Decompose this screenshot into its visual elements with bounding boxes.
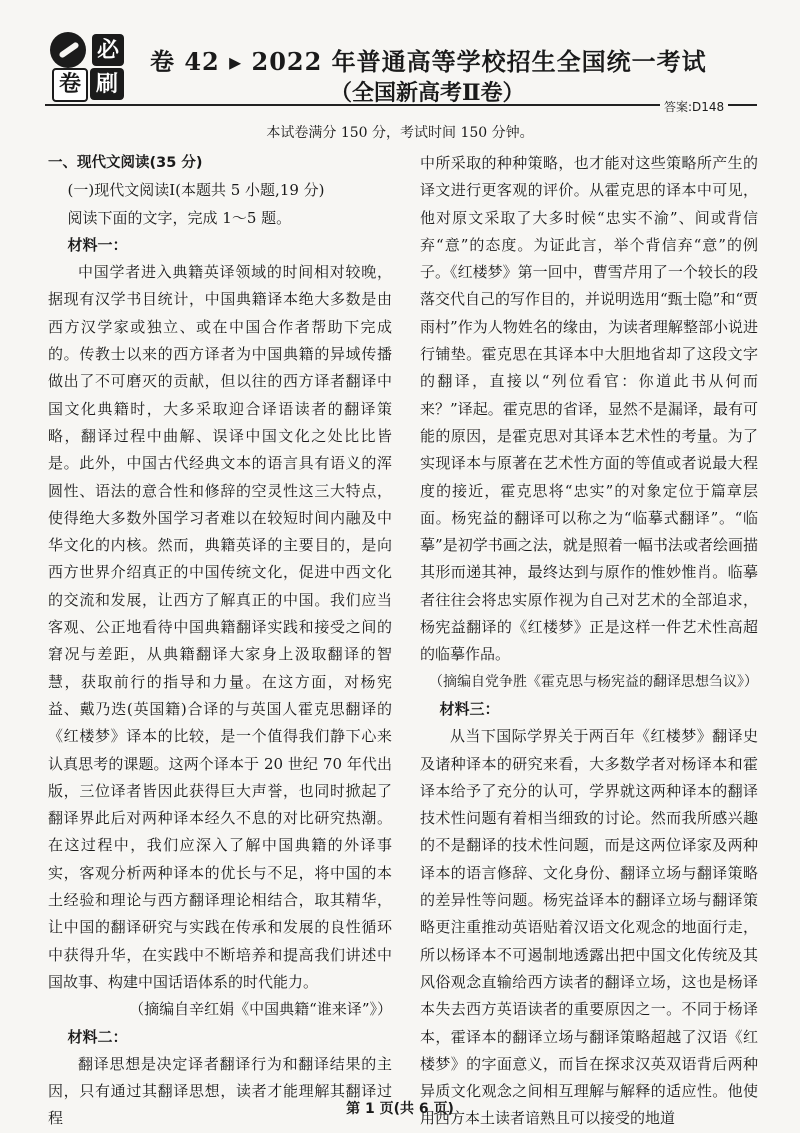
- exam-subtitle: （全国新高考Ⅱ卷）: [330, 80, 525, 106]
- section-heading: 一、现代文阅读(35 分): [48, 155, 203, 171]
- logo-char-bi: 必: [92, 34, 124, 66]
- material2-label: 材料二：: [67, 1027, 128, 1046]
- material3-text: 从当下国际学界关于两百年《红楼梦》翻译史及诸种译本的研究来看，大多数学者对杨译本和霍译本给予了充分的认可，学界就这两种译本的翻译技术性问题有着相当细致的讨论。然而我所感兴趣的不是翻译的技术性问题，而是这两位译家及两种译本的语言修辞、文化身份、翻译立场与翻译策略的差异性等问题。杨宪益译本的翻译立场与翻译策略更注重推动英语贴着汉语文化观念的地面行走，所以杨译本不可遏制地透露出把中国文化传统及其风俗观念直输给西方读者的翻译立场，这也是杨译本失去西方英语读者的重要原因之一。不同于杨译本，霍译本的翻译立场与翻译策略超越了汉语《红楼梦》的字面意义，而旨在探求汉英双语背后两种异质文化观念之间相互理解与解释的适应性。他使用西方本土读者谙熟且可以接受的地道: [420, 727, 758, 1128]
- page-number: 第 1 页(共 6 页): [346, 1101, 454, 1117]
- exam-info: 本试卷满分 150 分，考试时间 150 分钟。: [266, 125, 534, 141]
- material2-source: （摘编自党争胜《霍克思与杨宪益的翻译思想刍议》）: [429, 673, 758, 690]
- logo-char-juan: 卷: [52, 68, 88, 102]
- right-column: [420, 150, 758, 1133]
- exam-title: 卷 42 ▸ 2022 年普通高等学校招生全国统一考试: [150, 47, 707, 76]
- material2-text-start: 翻译思想是决定译者翻译行为和翻译结果的主因，只有通过其翻译思想，读者才能理解其翻译过程: [48, 1054, 392, 1128]
- logo-char-shua: 刷: [90, 68, 124, 100]
- material1-source: （摘编自辛红娟《中国典籍“谁来译”》）: [129, 1000, 392, 1019]
- material2-text-cont: 中所采取的种种策略，也才能对这些策略所产生的译文进行更客观的评价。从霍克思的译本中可见，他对原文采取了大多时候“忠实不渝”、间或背信弃“意”的态度。为证此言，举个背信弃“意”的例子。《红楼梦》第一回中，曹雪芹用了一个较长的段落交代自己的写作目的，并说明选用“甄士隐”和“贾雨村”作为人物姓名的缘由，为读者理解整部小说进行铺垫。霍克思在其译本中大胆地省却了这段文字的翻译，直接以“列位看官：你道此书从何而来？”译起。霍克思的省译，显然不是漏译，最有可能的原因，是霍克思对其译本艺术性的考量。为了实现译本与原著在艺术性方面的等值或者说最大程度的接近，霍克思将“忠实”的对象定位于篇章层面。杨宪益的翻译可以称之为“临摹式翻译”。“临摹”是初学书画之法，就是照着一幅书法或者绘画描其形而递其神，最终达到与原作的惟妙惟肖。临摹者往往会将忠实原作视为自己对艺术的全部追求，杨宪益翻译的《红楼梦》正是这样一件艺术性高超的临摹作品。: [420, 154, 759, 664]
- bishuajuan-logo: [40, 30, 130, 100]
- logo-emblem-icon: [50, 32, 86, 68]
- page-header: [0, 0, 800, 112]
- left-column: [48, 150, 392, 1133]
- instruction: 阅读下面的文字，完成 1～5 题。: [67, 208, 292, 227]
- answer-code: 答案:D148: [660, 98, 728, 115]
- material3-label: 材料三：: [439, 699, 500, 718]
- subsection-heading: (一)现代文阅读Ⅰ(本题共 5 小题,19 分): [67, 181, 325, 200]
- material1-label: 材料一：: [67, 235, 128, 254]
- material1-text: 中国学者进入典籍英译领域的时间相对较晚，据现有汉学书目统计，中国典籍译本绝大多数是由西方汉学家或独立、或在中国合作者帮助下完成的。传教士以来的西方译者为中国典籍的异域传播做出了不可磨灭的贡献，但以往的西方译者翻译中国文化典籍时，大多采取迎合译语读者的翻译策略，翻译过程中曲解、误译中国文化之处比比皆是。此外，中国古代经典文本的语言具有语义的浑圆性、语法的意合性和修辞的空灵性这三大特点，使得绝大多数外国学习者难以在较短时间内融及中华文化的内核。然而，典籍英译的主要目的，是向西方世界介绍真正的中国传统文化，促进中西文化的交流和发展，让西方了解真正的中国。我们应当客观、公正地看待中国典籍翻译实践和接受之间的窘况与差距，从典籍翻译大家身上汲取翻译的智慧，获取前行的指导和力量。在这方面，对杨宪益、戴乃迭(英国籍)合译的与英国人霍克思翻译的《红楼梦》译本的比较，是一个值得我们静下心来认真思考的课题。这两个译本于 20 世纪 70 年代出版，三位译者皆因此获得巨大声誉，也同时掀起了翻译界此后对两种译本经久不息的对比研究热潮。在这过程中，我们应深入了解中国典籍的外译事实，客观分析两种译本的优长与不足，将中国的本土经验和理论与西方翻译理论相结合，取其精华，让中国的翻译研究与实践在传承和发展的良性循环中获得升华，在实践中不断培养和提高我们讲述中国故事、构建中国话语体系的时代能力。: [48, 263, 392, 991]
- header-rule: [45, 104, 757, 106]
